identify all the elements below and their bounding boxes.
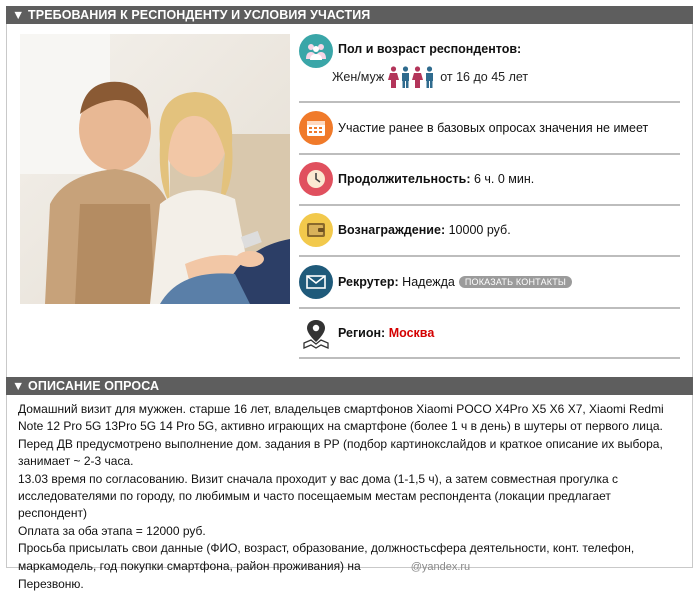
region-row: [299, 315, 680, 351]
respondents-photo: [20, 34, 290, 304]
duration-row: [299, 161, 680, 197]
age-range: от 16 до 45 лет: [440, 70, 529, 84]
duration-label: Продолжительность:: [338, 172, 471, 186]
people-group-icon: [299, 34, 333, 68]
participation-text: Участие ранее в базовых опросах значения не имеет: [338, 121, 649, 135]
reward-value: 10000 руб.: [448, 223, 511, 237]
description-line: 13.03 время по согласованию. Визит сначала проходит у вас дома (1-1,5 ч), а затем совместная прогулка с исследователями по городу, по любимым и часто посещаемым местам респондента (локации предлагает респондент): [18, 471, 618, 521]
recruiter-row: [299, 264, 680, 300]
recruiter-name: Надежда: [402, 275, 455, 289]
gender-age-title: Пол и возраст респондентов:: [338, 42, 522, 56]
show-contacts-button[interactable]: ПОКАЗАТЬ КОНТАКТЫ: [459, 276, 572, 288]
description-line: Домашний визит для мужжен. старше 16 лет, владельцев смартфонов Xiaomi POCO X4Pro X5 X6 X7, Xiaomi Redmi Note 12 Pro 5G 13Pro 5G 14 Pro 5G, активно играющих на смартфоне (более 1 ч в день) в шутеры от первого лица.: [18, 402, 664, 434]
divider: [299, 307, 680, 309]
duration-value: 6 ч. 0 мин.: [473, 172, 535, 186]
requirements-header[interactable]: ▼ ТРЕБОВАНИЯ К РЕСПОНДЕНТУ И УСЛОВИЯ УЧАСТИЯ: [6, 6, 693, 24]
survey-description: [18, 401, 678, 593]
map-pin-icon: [299, 316, 333, 350]
divider: [299, 204, 680, 206]
wallet-icon: [299, 213, 333, 247]
gender-value: Жен/муж: [332, 70, 385, 84]
description-header[interactable]: ▼ ОПИСАНИЕ ОПРОСА: [6, 377, 693, 395]
reward-label: Вознаграждение:: [338, 223, 446, 237]
description-line: Перед ДВ предусмотрено выполнение дом. задания в РР (подбор картинокслайдов и краткое описание их выбора, занимает ~ 2-3 часа.: [18, 436, 663, 469]
divider: [299, 255, 680, 257]
participation-row: [299, 110, 680, 146]
description-line: Оплата за оба этапа = 12000 руб.: [18, 523, 206, 538]
divider: [299, 153, 680, 155]
region-label: Регион:: [338, 326, 386, 340]
clock-icon: [299, 162, 333, 196]
divider: [299, 101, 680, 103]
envelope-icon: [299, 265, 333, 299]
region-value[interactable]: Москва: [388, 326, 435, 340]
gender-age-details: [332, 66, 528, 88]
reward-row: [299, 212, 680, 248]
divider: [299, 357, 680, 359]
calendar-icon: [299, 111, 333, 145]
email-watermark: @yandex.ru: [410, 560, 471, 573]
description-line: Просьба присылать свои данные (ФИО, возраст, образование, должностьсфера деятельности, конт. телефон, маркамодель, год покупки смартфона, район проживания) на @yandex.ru: [18, 541, 635, 573]
gender-figures-icon: [388, 66, 436, 88]
description-line: Перезвоню.: [18, 577, 84, 592]
recruiter-label: Рекрутер:: [338, 275, 399, 289]
